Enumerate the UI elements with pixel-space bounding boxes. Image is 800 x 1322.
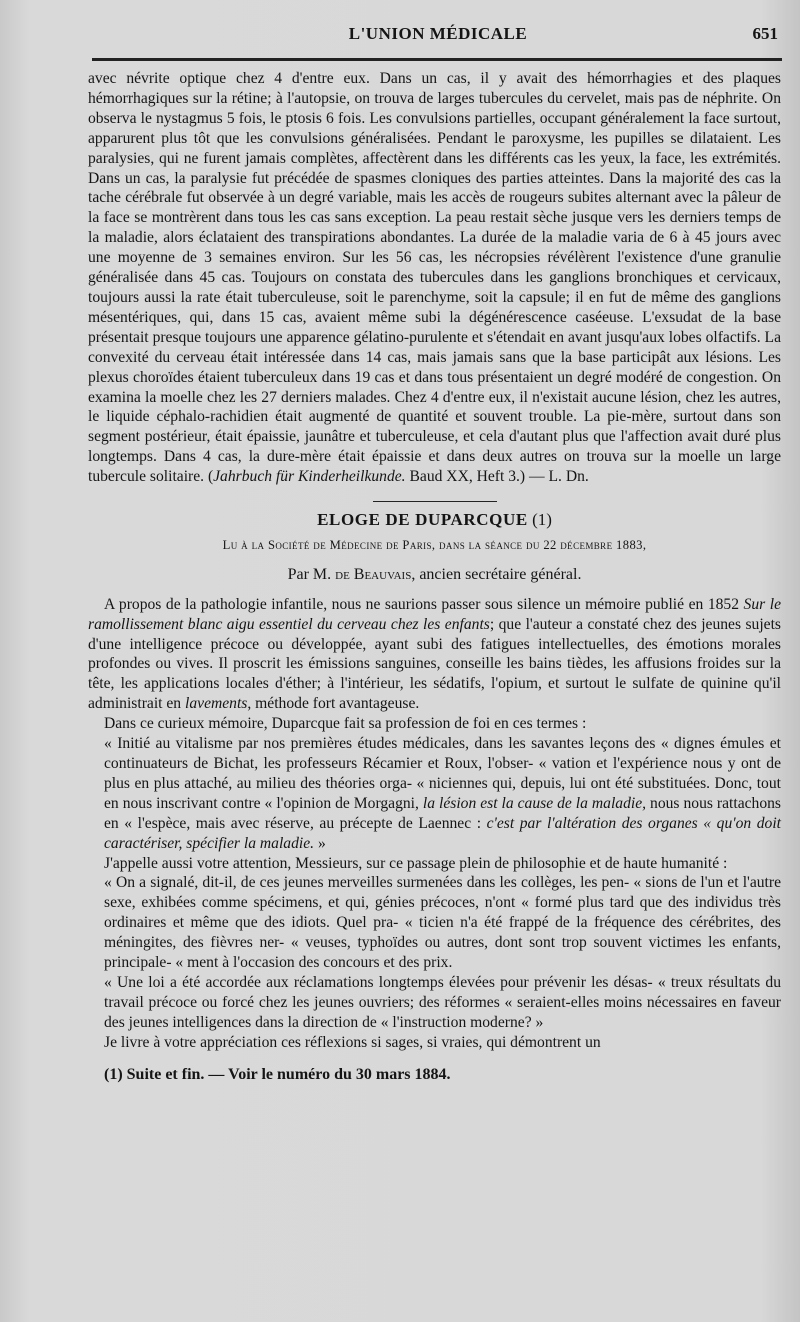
body-paragraph-2: Dans ce curieux mémoire, Duparcque fait sa profession de foi en ces termes : xyxy=(104,715,587,733)
intro-paragraph xyxy=(88,69,781,487)
section-title xyxy=(88,510,781,530)
header-rule xyxy=(92,58,782,61)
byline-prefix: Par M. xyxy=(287,565,336,583)
page-header xyxy=(88,24,788,48)
p1-italic-title: Sur le ramollissement blanc aigu essentiel du cerveau chez les enfants xyxy=(88,595,781,633)
p1-text-c: , méthode fort avantageuse. xyxy=(247,695,420,713)
quote-1 xyxy=(88,734,781,853)
page-number: 651 xyxy=(752,24,778,43)
p1-italic-lavements: lavements xyxy=(185,695,248,713)
body-paragraph-3: J'appelle aussi votre attention, Messieurs, sur ce passage plein de philosophie et de haute humanité : xyxy=(104,854,728,872)
section-title-text: ELOGE DE DUPARCQUE xyxy=(317,510,528,530)
byline-name: de Beauvais xyxy=(335,565,412,583)
subtitle-month: décembre xyxy=(556,537,617,552)
q1-text-a: « Initié au vitalisme par nos premières études médicales, dans les savantes leçons des « dignes émules et continuateurs de Bichat, les professeurs Récamier et Roux, l'obser- « vation et l'expérience nous y ont de plus en plus attaché, au milieu des théories orga- « niciennes qui, depuis, lui ont été substituées. Donc, tout en nous inscrivant contre « l'opinion de Morgagni, xyxy=(104,735,781,812)
intro-citation-rest: Baud XX, Heft 3.) — L. Dn. xyxy=(405,468,589,486)
quote-2: « On a signalé, dit-il, de ces jeunes merveilles surmenées dans les collèges, les pen- « sions de l'un et l'autre sexe, exhibées comme spécimens, et qui, génies précoces, n'ont « formé plus tard que des individus très ordinaires et même que des idiots. Quel pra- « ticien n'a été frappé de la fréquence des cérébrites, des méningites, des fièvres ner- « veuses, typhoïdes ou autres, dont sont trop souvent victimes les enfants, principale- « ment à l'occasion des concours et des prix. xyxy=(104,874,781,972)
p1-text-b: ; que l'auteur a constaté chez des jeunes sujets d'une intelligence précoce ou développée, ayant subi des fatigues intellectuelles, des émotions morales profondes ou vives. Il proscrit les émissions sanguines, conseille les bains tièdes, les affusions froides sur la tête, les applications locales d'éther; à l'intérieur, les sédatifs, l'opium, et surtout le sulfate de quinine qu'il administrait en xyxy=(88,615,782,713)
subtitle-lead: Lu à la Société de Médecine de Paris, dans la séance du xyxy=(222,537,544,552)
intro-citation-italic: Jahrbuch für Kinderheilkunde. xyxy=(213,468,406,486)
section-title-note: (1) xyxy=(527,510,552,530)
q1-italic-b: c'est par l'altération des organes « qu'on doit caractériser, spécifier la maladie. xyxy=(104,814,781,852)
byline xyxy=(88,565,781,585)
subtitle-year: 1883, xyxy=(616,537,647,552)
p1-text-a: A propos de la pathologie infantile, nous ne saurions passer sous silence un mémoire publié en 1852 xyxy=(104,595,744,613)
q1-italic-a: la lésion est la cause de la maladie, xyxy=(422,794,647,812)
subtitle-date: 22 xyxy=(543,537,557,552)
byline-suffix: , ancien secrétaire général. xyxy=(411,565,582,583)
quote-3: « Une loi a été accordée aux réclamations longtemps élevées pour prévenir les désas- « treux résultats du travail précoce ou forcé chez les jeunes ouvriers; des réformes « seraient-elles moins nécessaires en faveur des jeunes intelligences dans la direction de « l'instruction moderne? » xyxy=(104,973,781,1031)
intro-text: avec névrite optique chez 4 d'entre eux. Dans un cas, il y avait des hémorrhagies et des plaques hémorrhagiques sur la rétine; à l'autopsie, on trouva de larges tubercules du cervelet, mais pas de néphrite. On observa le nystagmus 5 fois, le ptosis 6 fois. Les convulsions partielles, occupant généralement la face surtout, apparurent plus tôt que les convulsions généralisées. Pendant le paroxysme, les pupilles se dilataient. Les paralysies, qui ne furent jamais complètes, affectèrent dans les différents cas les yeux, la face, les extrémités. Dans un cas, la paralysie fut précédée de spasmes cloniques des parties atteintes. Dans la majorité des cas la tache cérébrale fut observée à un degré variable, mais les accès de rougeurs subites alternant avec la pâleur de la face se montrèrent dans tous les cas sans exception. La peau restait sèche jusque vers les derniers temps de la maladie, alors éclataient des transpirations abondantes. La durée de la maladie varia de 6 à 45 jours avec une moyenne de 3 semaines environ. Sur les 56 cas, les nécropsies révélèrent l'existence d'une granulie généralisée dans 45 cas. Toujours on constata des tubercules dans les ganglions bronchiques et cervicaux, toujours aussi la rate était tuberculeuse, soit le parenchyme, soit la capsule; il en fut de même des ganglions mésentériques, qui, dans 15 cas, avaient même subi la dégénérescence caséeuse. L'exsudat de la base présentait presque toujours une apparence gélatino-purulente et s'étendait en avant jusqu'aux lobes olfactifs. La convexité du cerveau était intéressée dans 14 cas, mais jamais sans que la base participât aux lésions. Les plexus choroïdes étaient tuberculeux dans 19 cas et dans tous présentaient un degré modéré de congestion. On examina la moelle chez les 27 derniers malades. Chez 4 d'entre eux, il n'existait aucune lésion, chez les autres, le liquide céphalo-rachidien était augmenté de quantité et souvent trouble. La pie-mère, surtout dans son segment postérieur, était épaissie, jaunâtre et tuberculeuse, et cela d'autant plus que l'affection avait duré plus longtemps. Dans 4 cas, la dure-mère était épaissie et dans deux autres on trouva sur la moelle un large tubercule solitaire. ( xyxy=(88,70,781,486)
section-subtitle xyxy=(88,536,781,556)
section-divider xyxy=(373,501,497,502)
q1-text-b: nous nous rattachons en « l'espèce, mais avec réserve, au précepte de Laennec : xyxy=(104,794,781,832)
body-paragraph-1 xyxy=(88,595,781,714)
running-title: L'UNION MÉDICALE xyxy=(348,24,528,43)
page-content xyxy=(88,69,781,1085)
body-paragraph-4: Je livre à votre appréciation ces réflexions si sages, si vraies, qui démontrent un xyxy=(104,1033,601,1051)
q1-text-c: » xyxy=(314,834,326,852)
footnote: (1) Suite et fin. — Voir le numéro du 30 mars 1884. xyxy=(104,1065,451,1083)
